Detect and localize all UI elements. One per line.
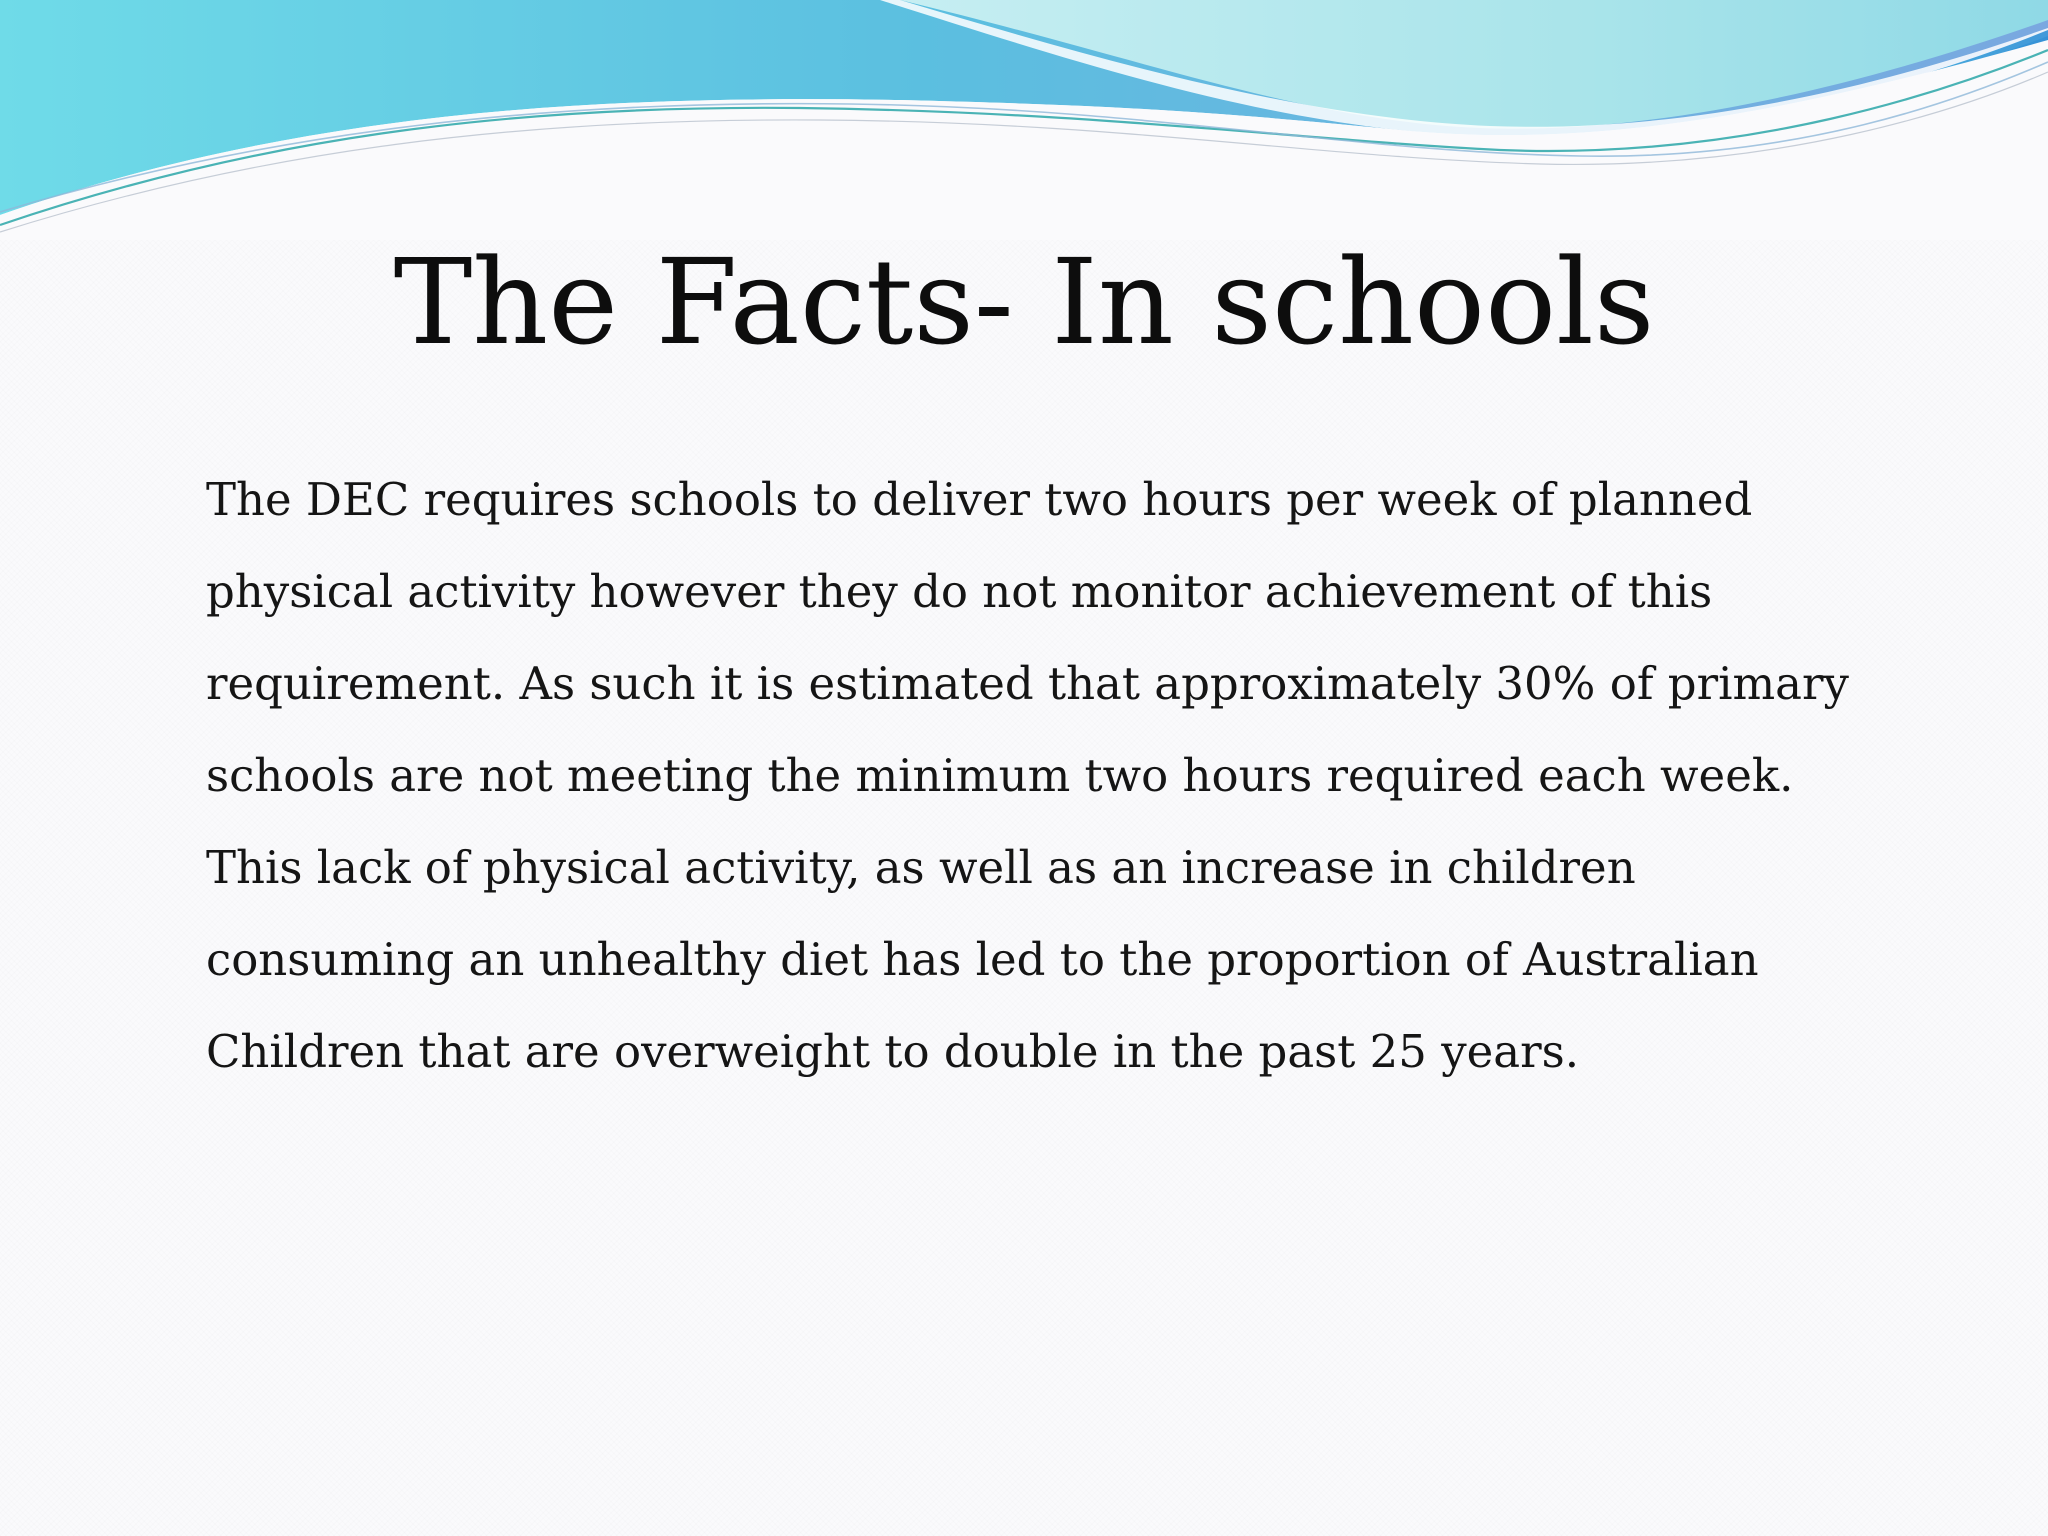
body-line: requirement. As such it is estimated that approximately 30% of primary — [206, 657, 1849, 710]
body-line: consuming an unhealthy diet has led to the proportion of Australian — [206, 933, 1759, 986]
body-line: schools are not meeting the minimum two hours required each week. — [206, 749, 1794, 802]
slide-title: The Facts- In schools — [393, 233, 1655, 371]
body-line: This lack of physical activity, as well as an increase in children — [206, 841, 1636, 894]
body-line: Children that are overweight to double in the past 25 years. — [206, 1025, 1580, 1078]
slide-body — [206, 454, 1849, 1098]
body-line: physical activity however they do not monitor achievement of this — [206, 565, 1713, 618]
decorative-wave-header — [0, 0, 2048, 240]
body-line: The DEC requires schools to deliver two hours per week of planned — [206, 473, 1753, 526]
